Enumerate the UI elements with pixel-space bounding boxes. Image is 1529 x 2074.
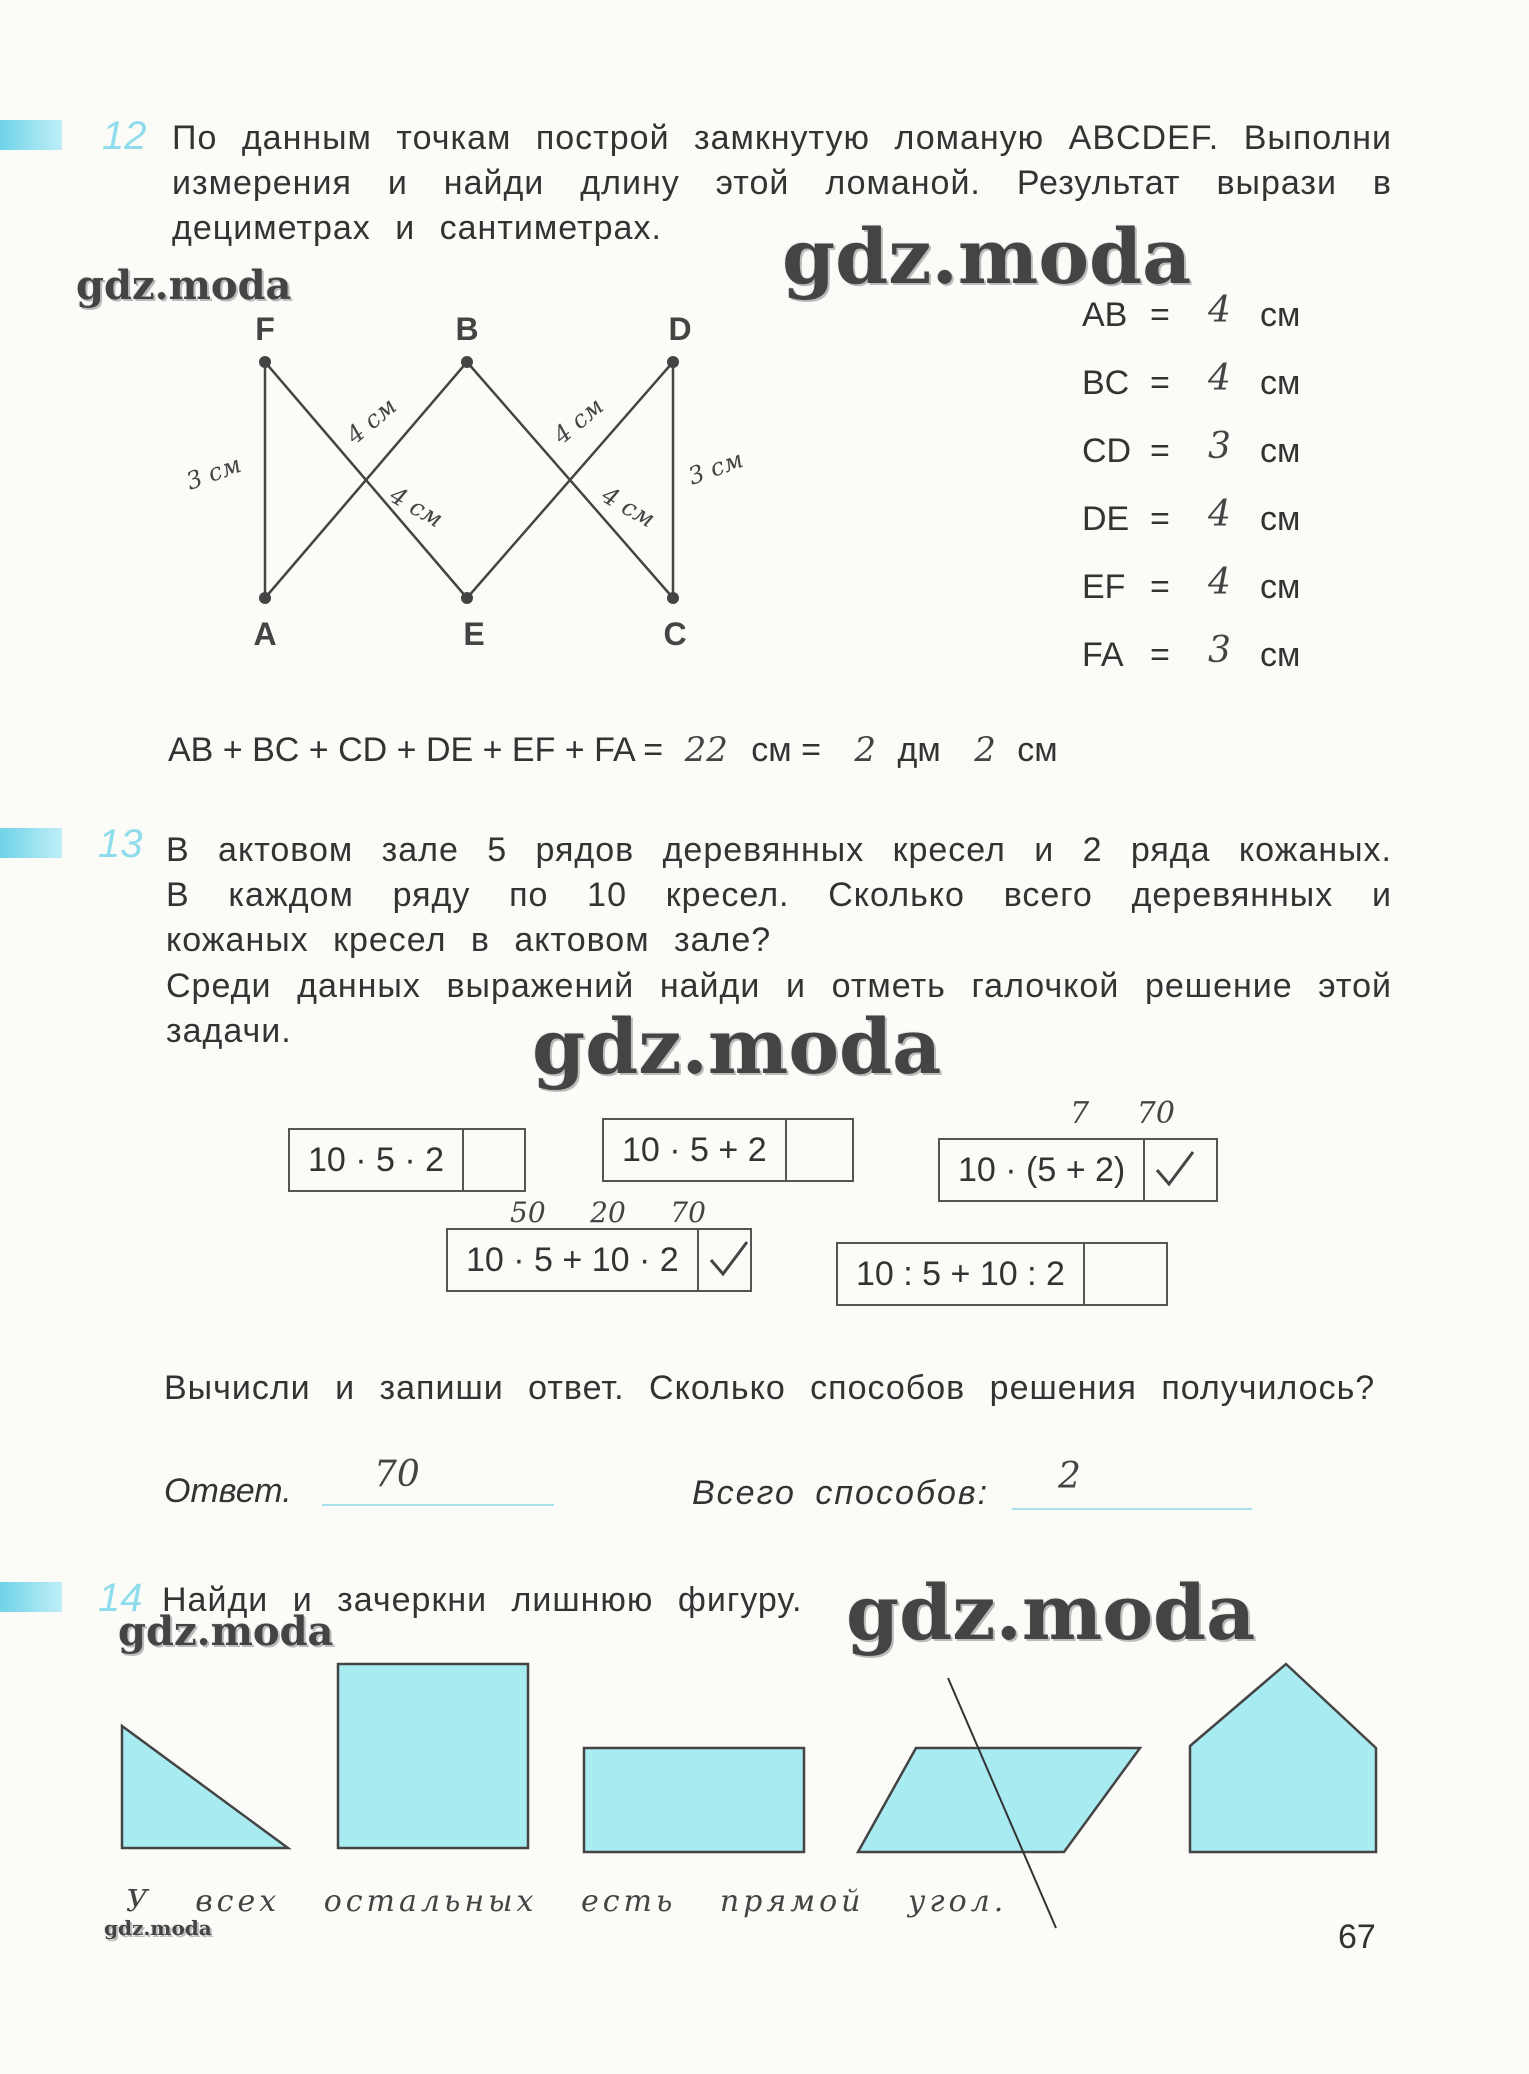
expression-box: 10 · 5 + 2: [602, 1118, 854, 1182]
task-marker: [0, 120, 62, 150]
point-label: E: [463, 616, 485, 652]
task-text: Вычисли и запиши ответ. Сколько способов решения получилось?: [164, 1369, 1376, 1407]
task-number: 14: [98, 1576, 143, 1620]
task-marker: [0, 1582, 62, 1612]
segment-length: 3 см: [182, 450, 245, 496]
point-b: [461, 356, 473, 368]
expression-box: 10 · (5 + 2): [938, 1138, 1218, 1202]
segment-length: 4 см: [385, 480, 448, 534]
watermark: gdz.moda: [846, 1568, 1256, 1657]
rectangle-shape: [584, 1748, 804, 1852]
ways-label: Всего способов:: [692, 1474, 990, 1512]
checkbox[interactable]: [1085, 1244, 1145, 1304]
segment-length: 3 см: [684, 445, 747, 491]
task-number: 13: [98, 822, 143, 866]
point-label: C: [663, 616, 687, 652]
expression-box: 10 · 5 + 10 · 2: [446, 1228, 752, 1292]
answer-value: 70: [374, 1454, 420, 1495]
answer-label: Ответ.: [164, 1472, 292, 1510]
answer-line: [322, 1504, 554, 1506]
pentagon-shape: [1190, 1664, 1376, 1852]
watermark: gdz.moda: [782, 212, 1192, 301]
sum-line: AB + BC + CD + DE + EF + FA = 22 см = 2 дм 2 см: [168, 730, 1058, 770]
parallelogram-shape: [858, 1748, 1140, 1852]
handwritten-note: 7 70: [1070, 1096, 1175, 1131]
point-label: F: [255, 311, 275, 347]
segment-length: 4 см: [547, 391, 609, 450]
point-a: [259, 592, 271, 604]
checkbox[interactable]: [1145, 1140, 1205, 1200]
task-text: Найди и зачеркни лишнюю фигуру.: [162, 1581, 803, 1619]
task14-answer: У всех остальных есть прямой угол.: [126, 1884, 1008, 1919]
polyline-diagram: [170, 300, 790, 660]
watermark: gdz.moda: [532, 1002, 942, 1091]
expression-box: 10 : 5 + 10 : 2: [836, 1242, 1168, 1306]
task-text: В актовом зале 5 рядов деревянных кресел и 2 ряда кожаных. В каждом ряду по 10 кресел. Сколько всего деревянных и кожаных кресел в актовом зале?: [166, 831, 1392, 959]
watermark: gdz.moda: [104, 1916, 212, 1940]
point-c: [667, 592, 679, 604]
ways-line: [1012, 1508, 1252, 1510]
watermark: gdz.moda: [118, 1608, 334, 1655]
segment-length: 4 см: [340, 391, 402, 450]
checkbox[interactable]: [787, 1120, 847, 1180]
checkbox[interactable]: [464, 1130, 524, 1190]
task-number: 12: [102, 114, 147, 158]
expression-box: 10 · 5 · 2: [288, 1128, 526, 1192]
checkmark-icon: [1145, 1140, 1205, 1200]
handwritten-note: 50 20 70: [510, 1196, 706, 1229]
square-shape: [338, 1664, 528, 1848]
right-triangle-shape: [122, 1726, 288, 1848]
point-d: [667, 356, 679, 368]
task-text: По данным точкам построй замкнутую ломаную ABCDEF. Выполни измерения и найди длину этой ломаной. Результат вырази в дециметрах и сантиметрах.: [172, 119, 1392, 247]
checkbox[interactable]: [699, 1230, 759, 1290]
task-text: Среди данных выражений найди и отметь галочкой решение этой задачи.: [166, 967, 1392, 1050]
point-e: [461, 592, 473, 604]
task-marker: [0, 828, 62, 858]
point-label: D: [668, 311, 692, 347]
ways-value: 2: [1058, 1456, 1081, 1497]
segment-length: 4 см: [597, 480, 660, 534]
point-label: B: [455, 311, 479, 347]
point-f: [259, 356, 271, 368]
page-number: 67: [1338, 1918, 1376, 1956]
point-label: A: [253, 616, 277, 652]
checkmark-icon: [699, 1230, 759, 1290]
watermark: gdz.moda: [76, 262, 292, 309]
